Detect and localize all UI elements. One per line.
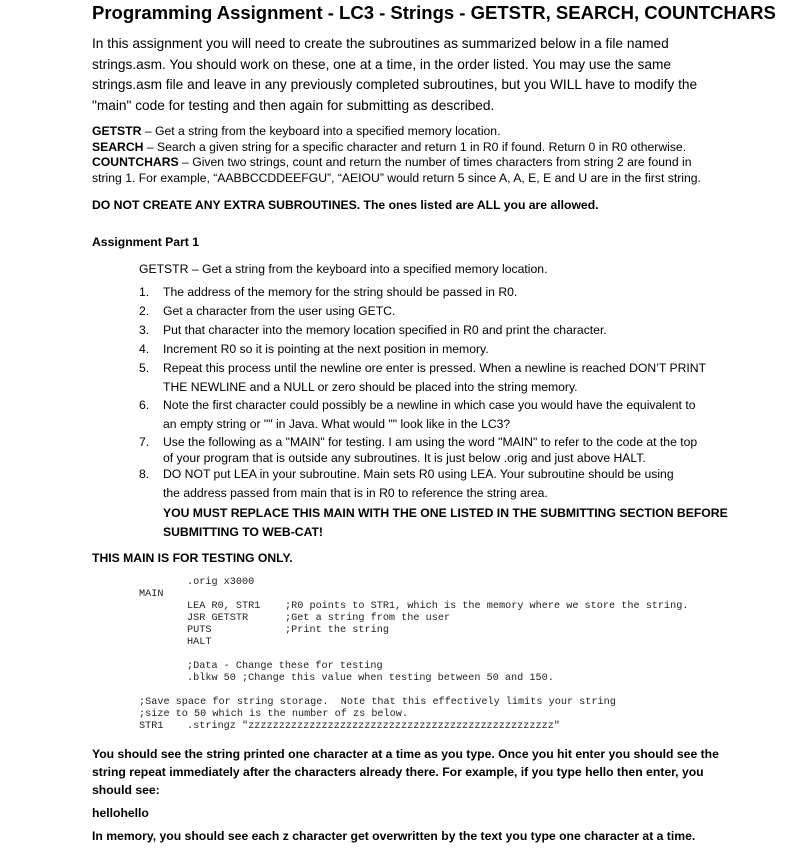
step-number: 2. [139,304,150,318]
code-instr: LEA R0, STR1 [187,601,261,612]
code-str1-label: STR1 [139,721,164,732]
def-term: GETSTR [92,124,142,138]
step-number: 1. [139,285,150,299]
page-title: Programming Assignment - LC3 - Strings - GETSTR, SEARCH, COUNTCHARS [92,2,776,23]
step-text: Increment R0 so it is pointing at the next position in memory. [163,342,489,356]
def-term: SEARCH [92,139,144,154]
must-replace-notice-cont: SUBMITTING TO WEB-CAT! [163,525,323,539]
step-text: Repeat this process until the newline ore enter is pressed. When a newline is reached DON’T PRINT [163,361,707,375]
code-data-comment: ;Data - Change these for testing [187,661,383,672]
intro-line: strings.asm file and leave in any previously completed subroutines, but you WILL have to modify the [92,77,698,92]
code-instr: PUTS [187,625,212,636]
code-main-label: MAIN [139,589,164,600]
final-note: In memory, you should see each z character get overwritten by the text you type one character at a time. [92,829,696,843]
code-comment: ;Get a string from the user [285,613,451,624]
code-comment: ;Print the string [285,625,389,636]
intro-line: "main" code for testing and then again for submitting as described. [92,97,495,113]
step-text: Put that character into the memory location specified in R0 and print the character. [163,323,607,337]
code-save-comment: ;Save space for string storage. Note that this effectively limits your string [139,697,616,708]
def-countchars-cont: string 1. For example, “AABBCCDDEEFGU”, “AEIOU” would return 5 since A, A, E, E and U are in the first string. [92,170,701,185]
def-desc: – Search a given string for a specific character and return 1 in R0 if found. Return 0 in R0 otherwise. [143,139,687,154]
step-text-cont: the address passed from main that is in R0 to reference the string area. [163,486,548,500]
step-text: Note the first character could possibly be a newline in which case you would have the equivalent to [163,398,696,412]
step-text: The address of the memory for the string should be passed in R0. [163,285,518,299]
code-save-comment: ;size to 50 which is the number of zs below. [139,709,408,720]
def-desc: – Get a string from the keyboard into a specified memory location. [141,124,501,138]
step-number: 8. [139,467,150,481]
code-blkw: .blkw 50 ;Change this value when testing between 50 and 150. [187,673,554,684]
step-text: Get a character from the user using GETC. [163,304,396,318]
outro-line: You should see the string printed one character at a time as you type. Once you hit enter you should see the [92,747,719,761]
extra-subroutines-warning: DO NOT CREATE ANY EXTRA SUBROUTINES. The ones listed are ALL you are allowed. [92,198,599,212]
getstr-definition: GETSTR – Get a string from the keyboard into a specified memory location. [139,262,548,276]
step-text-cont: of your program that is outside any subroutines. It is just below .orig and just above HALT. [163,451,646,465]
code-instr: HALT [187,637,212,648]
test-only-heading: THIS MAIN IS FOR TESTING ONLY. [92,551,293,565]
outro-line: string repeat immediately after the characters already there. For example, if you type hello then enter, you [92,765,704,779]
subroutine-definitions [92,124,701,186]
def-term: COUNTCHARS [92,155,179,169]
code-stringz: .stringz "zzzzzzzzzzzzzzzzzzzzzzzzzzzzzzzzzzzzzzzzzzzzzzzzzz" [187,721,560,732]
example-output: hellohello [92,806,149,820]
intro-paragraph [92,34,712,116]
step-text-cont: an empty string or "" in Java. What would "" look like in the LC3? [163,417,511,431]
code-instr: JSR GETSTR [187,613,249,624]
step-text-cont: THE NEWLINE and a NULL or zero should be placed into the string memory. [163,380,578,394]
def-getstr [92,124,701,140]
step-number: 7. [139,435,150,449]
must-replace-notice: YOU MUST REPLACE THIS MAIN WITH THE ONE LISTED IN THE SUBMITTING SECTION BEFORE [163,506,728,520]
step-number: 3. [139,323,150,337]
step-number: 5. [139,361,150,375]
step-number: 4. [139,342,150,356]
def-desc: – Given two strings, count and return the number of times characters from string 2 are found in [178,155,692,169]
part-heading: Assignment Part 1 [92,235,200,249]
step-number: 6. [139,398,150,412]
code-orig: .orig x3000 [187,577,255,588]
intro-line: strings.asm. You should work on these, one at a time, in the order listed. You may use the same [92,56,672,72]
step-text: Use the following as a "MAIN" for testing. I am using the word "MAIN" to refer to the code at the top [163,435,698,449]
def-countchars [92,155,701,171]
def-search [92,140,701,156]
intro-line: In this assignment you will need to create the subroutines as summarized below in a file named [92,36,669,51]
step-text: DO NOT put LEA in your subroutine. Main sets R0 using LEA. Your subroutine should be using [163,467,674,481]
code-comment: ;R0 points to STR1, which is the memory where we store the string. [285,601,689,612]
outro-line: should see: [92,783,160,797]
